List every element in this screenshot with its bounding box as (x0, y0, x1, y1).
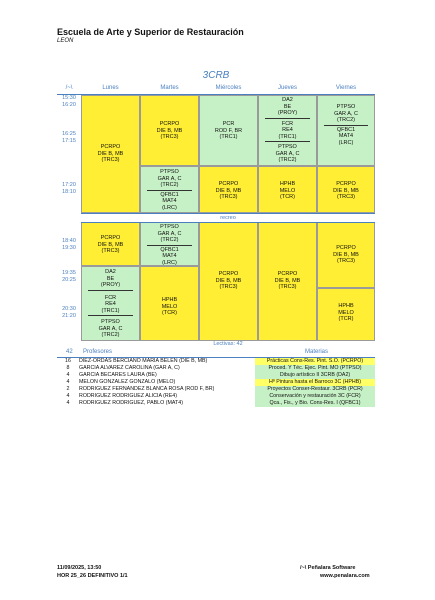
teacher-name: RODRIGUEZ RODRIGUEZ, PABLO (MAT4) (79, 400, 183, 406)
class-entry: DA2 BE (PROY) (100, 269, 121, 288)
document-id: HOR 25_26 DEFINITIVO 1/1 (57, 573, 128, 579)
print-date: 11/09/2025, 13:50 (57, 565, 102, 571)
class-cell-split (140, 222, 199, 266)
class-cell: PCRPO DIE B, MB (TRC3) (317, 222, 375, 288)
hours-cell: 4 (66, 400, 70, 406)
class-entry: PTPSO GAR A, C (TRC2) (157, 169, 182, 188)
class-cell: HPHB MELO (TCR) (258, 166, 317, 213)
time-slot-4: 18:40 19:30 (62, 238, 76, 251)
table-row (57, 379, 375, 386)
class-cell: PCRPO DIE B, MB (TRC3) (199, 166, 258, 213)
day-header-martes: Martes (140, 83, 199, 95)
table-row (57, 400, 375, 407)
hours-cell: 4 (66, 379, 70, 385)
hours-cell: 4 (66, 393, 70, 399)
group-title: 3CRB (202, 70, 230, 81)
teachers-total: 42 (66, 349, 73, 355)
divider (324, 125, 368, 126)
class-entry: PTPSO GAR A, C (TRC2) (98, 319, 123, 338)
class-cell: PCRPO DIE B, MB (TRC3) (81, 222, 140, 266)
divider (88, 315, 133, 316)
divider (147, 245, 192, 246)
teacher-name: RODRIGUEZ RODRIGUEZ ALICIA (RE4) (79, 393, 178, 399)
class-entry: DA2 BE (PROY) (277, 97, 298, 116)
subject-name: Proyectos Conser-Restaur. 3CRB (PCR) (255, 386, 375, 393)
table-row (57, 365, 375, 372)
software-name: /~\ Peñalara Software (300, 565, 356, 571)
table-row (57, 358, 375, 365)
class-entry: PTPSO GAR A, C (TRC2) (157, 224, 182, 243)
teacher-name: DIEZ-ORDAS BERCIANO MARIA BELEN (DIE B, MB) (79, 358, 208, 364)
class-entry: FCR RE4 (TRC1) (101, 294, 120, 314)
class-cell: HPHB MELO (TCR) (317, 288, 375, 341)
class-cell-split (317, 95, 375, 166)
table-row (57, 386, 375, 393)
subject-name: Conservación y restauración 3C (FCR) (255, 393, 375, 400)
subject-name: Prácticas Cons-Res. Pint. S.O. (PCRPO) (255, 358, 375, 365)
teacher-name: GARCIA BECARES LAURA (BE) (79, 372, 157, 378)
class-entry: FCR RE4 (TRC1) (278, 120, 297, 140)
teacher-name: RODRIGUEZ FERNANDEZ BLANCA ROSA (ROD F, BR) (79, 386, 215, 392)
hours-cell: 4 (66, 372, 70, 378)
divider (265, 141, 310, 142)
class-cell: PCRPO DIE B, MB (TRC3) (81, 95, 140, 213)
divider (147, 190, 192, 191)
day-header-lunes: Lunes (81, 83, 140, 95)
time-slot-3: 17:20 18:10 (62, 182, 76, 195)
time-slot-1: 15:30 16:20 (62, 95, 76, 108)
hours-cell: 8 (66, 365, 70, 371)
class-entry: QFBC1 MAT4 (LRC) (336, 126, 356, 146)
class-cell: HPHB MELO (TCR) (140, 266, 199, 341)
class-cell: PCRPO DIE B, MB (TRC3) (258, 222, 317, 341)
table-row (57, 393, 375, 400)
day-header-miercoles: Miércoles (199, 83, 258, 95)
subject-name: Proced. Y Téc. Ejec. Pint. MO (PTPSO) (255, 365, 375, 372)
divider (88, 290, 133, 291)
class-entry: QFBC1 MAT4 (LRC) (160, 246, 179, 266)
divider (265, 118, 310, 119)
time-slot-6: 20:30 21:20 (62, 306, 76, 319)
recreo-bar: recreo (81, 213, 375, 223)
corner-logo: /~\ (57, 83, 81, 95)
class-cell-split (140, 166, 199, 213)
table-row (57, 372, 375, 379)
time-slot-2: 16:25 17:15 (62, 131, 76, 144)
day-header-viernes: Viernes (317, 83, 375, 95)
class-cell: PCR ROD F, BR (TRC1) (199, 95, 258, 166)
class-cell: PCRPO DIE B, MB (TRC3) (140, 95, 199, 166)
class-entry: PTPSO GAR A, C (TRC2) (334, 104, 358, 123)
subject-name: Qca., Fis., y Bio. Cons-Res. I (QFBC1) (255, 400, 375, 407)
subjects-header: Materias (305, 349, 329, 355)
lectivas-count: Lectivas: 42 (213, 341, 243, 347)
teacher-name: MELON GONZALEZ GONZALO (MELO) (79, 379, 176, 385)
teachers-table (57, 358, 375, 407)
software-url[interactable]: www.penalara.com (320, 573, 370, 579)
class-cell: PCRPO DIE B, MB (TRC3) (199, 222, 258, 341)
city-name: LEON (57, 38, 74, 44)
hours-cell: 2 (66, 386, 70, 392)
day-header-jueves: Jueves (258, 83, 317, 95)
teachers-header: Profesores (83, 349, 113, 355)
hours-cell: 16 (65, 358, 71, 364)
subject-name: Hª Pintura hasta el Barroco 3C (HPHB) (255, 379, 375, 386)
class-entry: PTPSO GAR A, C (TRC2) (275, 144, 300, 163)
class-cell-split (81, 266, 140, 341)
time-slot-5: 19:35 20:25 (62, 270, 76, 283)
school-name: Escuela de Arte y Superior de Restauración (57, 27, 244, 37)
class-entry: QFBC1 MAT4 (LRC) (160, 191, 179, 211)
class-cell: PCRPO DIE B, MB (TRC3) (317, 166, 375, 213)
class-cell-split (258, 95, 317, 166)
teacher-name: GARCIA ALVAREZ CAROLINA (GAR A, C) (79, 365, 180, 371)
subject-name: Dibujo artístico II 3CRB (DA2) (255, 372, 375, 379)
